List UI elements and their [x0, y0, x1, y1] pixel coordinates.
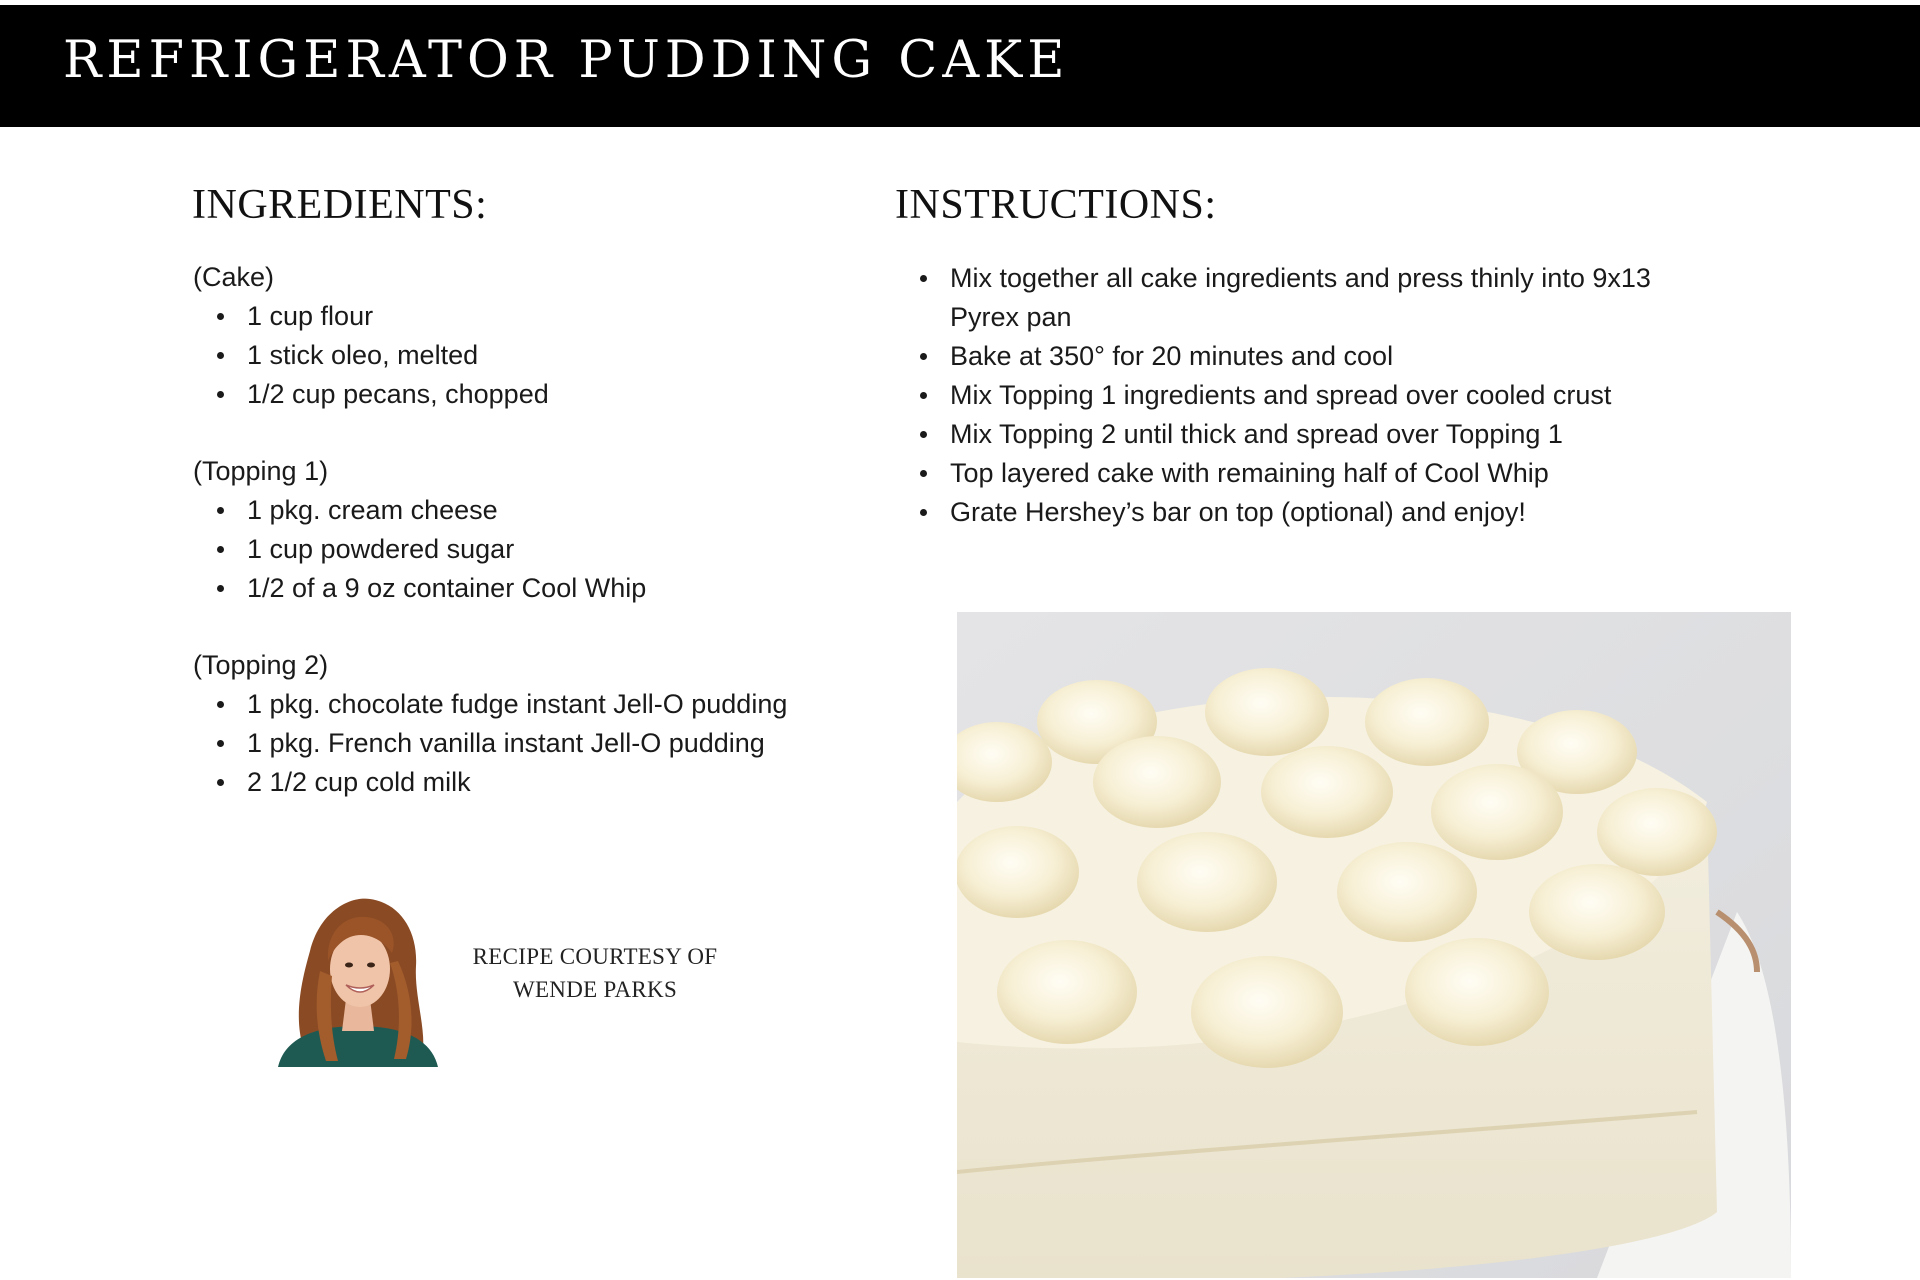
ingredient-item: 1 stick oleo, melted	[193, 336, 873, 375]
instruction-list	[896, 259, 1726, 532]
title-banner	[0, 5, 1920, 127]
ingredient-group-cake	[193, 258, 873, 414]
ingredient-list	[193, 685, 873, 802]
instruction-step: Mix Topping 2 until thick and spread over Topping 1	[896, 415, 1726, 454]
portrait-illustration	[270, 891, 446, 1067]
group-label: (Topping 1)	[193, 456, 329, 486]
cake-illustration	[957, 612, 1791, 1278]
instructions-section	[896, 259, 1726, 532]
ingredient-list	[193, 297, 873, 414]
recipe-title: REFRIGERATOR PUDDING CAKE	[63, 31, 1070, 90]
ingredients-heading: INGREDIENTS:	[192, 182, 488, 228]
courtesy-line: RECIPE COURTESY OF	[472, 944, 718, 969]
instruction-step: Top layered cake with remaining half of Cool Whip	[896, 454, 1726, 493]
instructions-heading: INSTRUCTIONS:	[895, 182, 1217, 228]
recipe-courtesy	[470, 940, 720, 1006]
ingredient-item: 1 pkg. chocolate fudge instant Jell-O pudding	[193, 685, 873, 724]
ingredient-item: 1 cup powdered sugar	[193, 530, 873, 569]
cake-photo	[957, 612, 1791, 1278]
instruction-step: Mix Topping 1 ingredients and spread over cooled crust	[896, 376, 1726, 415]
author-name: WENDE PARKS	[512, 977, 678, 1002]
ingredient-item: 1 pkg. French vanilla instant Jell-O pudding	[193, 724, 873, 763]
ingredients-section	[193, 258, 873, 840]
ingredient-item: 1 pkg. cream cheese	[193, 491, 873, 530]
ingredient-list	[193, 491, 873, 608]
instruction-step: Bake at 350° for 20 minutes and cool	[896, 337, 1726, 376]
instruction-step: Mix together all cake ingredients and press thinly into 9x13 Pyrex pan	[896, 259, 1726, 337]
ingredient-item: 1 cup flour	[193, 297, 873, 336]
ingredient-group-topping-2	[193, 646, 873, 802]
ingredient-item: 1/2 cup pecans, chopped	[193, 375, 873, 414]
instruction-step: Grate Hershey’s bar on top (optional) and enjoy!	[896, 493, 1726, 532]
group-label: (Cake)	[193, 262, 275, 292]
ingredient-item: 2 1/2 cup cold milk	[193, 763, 873, 802]
group-label: (Topping 2)	[193, 650, 329, 680]
author-photo	[270, 891, 446, 1067]
ingredient-item: 1/2 of a 9 oz container Cool Whip	[193, 569, 873, 608]
ingredient-group-topping-1	[193, 452, 873, 608]
